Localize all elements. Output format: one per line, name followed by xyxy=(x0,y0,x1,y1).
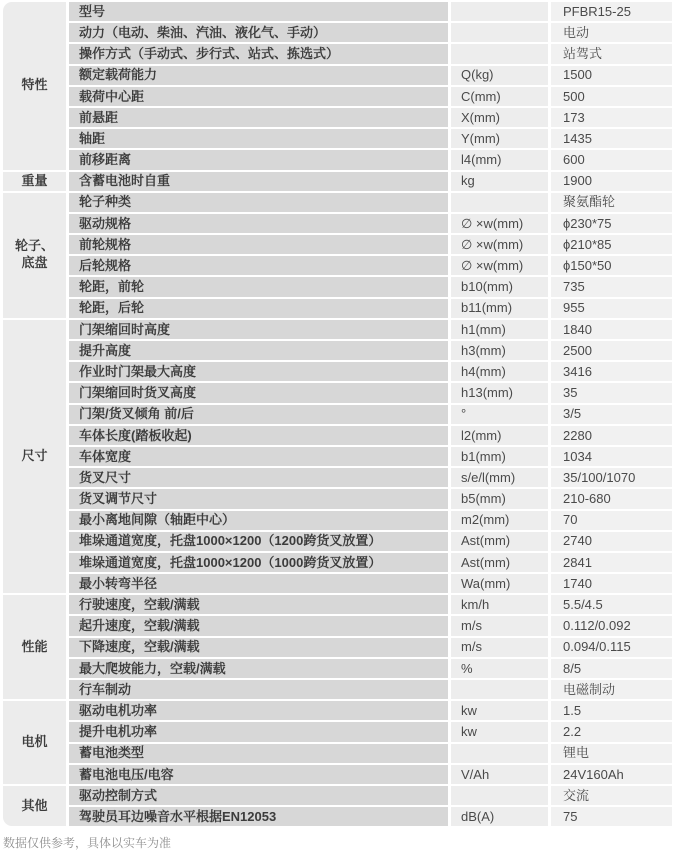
value-cell: 500 xyxy=(551,87,672,106)
unit-cell: h1(mm) xyxy=(451,320,548,339)
param-cell: 蓄电池电压/电容 xyxy=(69,765,448,784)
value-cell: 站驾式 xyxy=(551,44,672,63)
param-cell: 轮子种类 xyxy=(69,193,448,212)
value-cell: 75 xyxy=(551,807,672,826)
unit-cell xyxy=(451,786,548,805)
value-cell: 2841 xyxy=(551,553,672,572)
param-cell: 行车制动 xyxy=(69,680,448,699)
value-cell: 1500 xyxy=(551,66,672,85)
param-cell: 最大爬坡能力，空载/满载 xyxy=(69,659,448,678)
footer-note: 数据仅供参考，具体以实车为准 xyxy=(3,836,172,851)
table-row xyxy=(3,66,672,85)
value-cell: PFBR15-25 xyxy=(551,2,672,21)
unit-cell: s/e/l(mm) xyxy=(451,468,548,487)
table-row xyxy=(3,426,672,445)
param-cell: 轮距，前轮 xyxy=(69,277,448,296)
unit-cell: % xyxy=(451,659,548,678)
table-row xyxy=(3,744,672,763)
unit-cell: m/s xyxy=(451,616,548,635)
param-cell: 起升速度，空载/满载 xyxy=(69,616,448,635)
param-cell: 驱动电机功率 xyxy=(69,701,448,720)
value-cell: 2280 xyxy=(551,426,672,445)
unit-cell: kw xyxy=(451,722,548,741)
unit-cell: l4(mm) xyxy=(451,150,548,169)
category-cell: 性能 xyxy=(3,595,66,699)
param-cell: 驱动规格 xyxy=(69,214,448,233)
value-cell: 210-680 xyxy=(551,489,672,508)
table-row xyxy=(3,2,672,21)
unit-cell: Wa(mm) xyxy=(451,574,548,593)
table-row xyxy=(3,256,672,275)
table-row xyxy=(3,23,672,42)
table-row xyxy=(3,341,672,360)
table-row xyxy=(3,638,672,657)
value-cell: 2500 xyxy=(551,341,672,360)
param-cell: 蓄电池类型 xyxy=(69,744,448,763)
value-cell: 3416 xyxy=(551,362,672,381)
unit-cell: Q(kg) xyxy=(451,66,548,85)
param-cell: 提升电机功率 xyxy=(69,722,448,741)
param-cell: 动力（电动、柴油、汽油、液化气、手动） xyxy=(69,23,448,42)
value-cell: 173 xyxy=(551,108,672,127)
value-cell: 35 xyxy=(551,383,672,402)
param-cell: 车体宽度 xyxy=(69,447,448,466)
table-row xyxy=(3,722,672,741)
param-cell: 提升高度 xyxy=(69,341,448,360)
value-cell: 600 xyxy=(551,150,672,169)
param-cell: 最小离地间隙（轴距中心） xyxy=(69,511,448,530)
table-row xyxy=(3,786,672,805)
table-row xyxy=(3,574,672,593)
param-cell: 门架缩回时货叉高度 xyxy=(69,383,448,402)
value-cell: 2740 xyxy=(551,532,672,551)
value-cell: 735 xyxy=(551,277,672,296)
table-row xyxy=(3,532,672,551)
category-cell: 其他 xyxy=(3,786,66,826)
param-cell: 驱动控制方式 xyxy=(69,786,448,805)
unit-cell xyxy=(451,193,548,212)
param-cell: 作业时门架最大高度 xyxy=(69,362,448,381)
value-cell: 2.2 xyxy=(551,722,672,741)
value-cell: 1740 xyxy=(551,574,672,593)
param-cell: 型号 xyxy=(69,2,448,21)
table-row xyxy=(3,320,672,339)
param-cell: 后轮规格 xyxy=(69,256,448,275)
table-row xyxy=(3,595,672,614)
unit-cell: X(mm) xyxy=(451,108,548,127)
param-cell: 操作方式（手动式、步行式、站式、拣选式） xyxy=(69,44,448,63)
table-row xyxy=(3,44,672,63)
param-cell: 堆垛通道宽度，托盘1000×1200（1000跨货叉放置） xyxy=(69,553,448,572)
value-cell: 1900 xyxy=(551,172,672,191)
value-cell: 交流 xyxy=(551,786,672,805)
table-row xyxy=(3,447,672,466)
param-cell: 下降速度，空载/满载 xyxy=(69,638,448,657)
value-cell: 1034 xyxy=(551,447,672,466)
value-cell: 0.094/0.115 xyxy=(551,638,672,657)
param-cell: 货叉调节尺寸 xyxy=(69,489,448,508)
table-row xyxy=(3,701,672,720)
table-row xyxy=(3,765,672,784)
value-cell: 24V160Ah xyxy=(551,765,672,784)
param-cell: 载荷中心距 xyxy=(69,87,448,106)
value-cell: 0.112/0.092 xyxy=(551,616,672,635)
unit-cell: ∅ ×w(mm) xyxy=(451,214,548,233)
table-row xyxy=(3,616,672,635)
param-cell: 驾驶员耳边噪音水平根据EN12053 xyxy=(69,807,448,826)
category-cell: 轮子、底盘 xyxy=(3,193,66,318)
category-cell: 电机 xyxy=(3,701,66,784)
table-row xyxy=(3,129,672,148)
table-row xyxy=(3,680,672,699)
table-row xyxy=(3,108,672,127)
unit-cell: km/h xyxy=(451,595,548,614)
table-row xyxy=(3,277,672,296)
param-cell: 最小转弯半径 xyxy=(69,574,448,593)
table-row xyxy=(3,511,672,530)
unit-cell: b10(mm) xyxy=(451,277,548,296)
unit-cell xyxy=(451,2,548,21)
table-row xyxy=(3,489,672,508)
unit-cell xyxy=(451,23,548,42)
table-row xyxy=(3,362,672,381)
table-row xyxy=(3,235,672,254)
value-cell: 5.5/4.5 xyxy=(551,595,672,614)
param-cell: 前移距离 xyxy=(69,150,448,169)
table-row xyxy=(3,150,672,169)
unit-cell: l2(mm) xyxy=(451,426,548,445)
table-row xyxy=(3,468,672,487)
param-cell: 轴距 xyxy=(69,129,448,148)
param-cell: 轮距，后轮 xyxy=(69,299,448,318)
unit-cell: kw xyxy=(451,701,548,720)
unit-cell: ∅ ×w(mm) xyxy=(451,256,548,275)
param-cell: 门架缩回时高度 xyxy=(69,320,448,339)
category-cell: 特性 xyxy=(3,2,66,170)
table-row xyxy=(3,383,672,402)
param-cell: 前悬距 xyxy=(69,108,448,127)
unit-cell: dB(A) xyxy=(451,807,548,826)
param-cell: 行驶速度，空载/满载 xyxy=(69,595,448,614)
category-cell: 尺寸 xyxy=(3,320,66,593)
unit-cell: V/Ah xyxy=(451,765,548,784)
category-cell: 重量 xyxy=(3,172,66,191)
table-row xyxy=(3,659,672,678)
unit-cell: Ast(mm) xyxy=(451,532,548,551)
unit-cell: Ast(mm) xyxy=(451,553,548,572)
value-cell: ϕ150*50 xyxy=(551,256,672,275)
value-cell: 3/5 xyxy=(551,405,672,424)
param-cell: 门架/货叉倾角 前/后 xyxy=(69,405,448,424)
value-cell: 1840 xyxy=(551,320,672,339)
param-cell: 含蓄电池时自重 xyxy=(69,172,448,191)
unit-cell: b11(mm) xyxy=(451,299,548,318)
param-cell: 堆垛通道宽度，托盘1000×1200（1200跨货叉放置） xyxy=(69,532,448,551)
table-row xyxy=(3,193,672,212)
unit-cell: h13(mm) xyxy=(451,383,548,402)
unit-cell: m/s xyxy=(451,638,548,657)
table-row xyxy=(3,172,672,191)
value-cell: 70 xyxy=(551,511,672,530)
unit-cell: kg xyxy=(451,172,548,191)
value-cell: 电动 xyxy=(551,23,672,42)
table-row xyxy=(3,405,672,424)
unit-cell xyxy=(451,744,548,763)
table-row xyxy=(3,553,672,572)
param-cell: 额定载荷能力 xyxy=(69,66,448,85)
value-cell: 聚氨酯轮 xyxy=(551,193,672,212)
unit-cell: C(mm) xyxy=(451,87,548,106)
value-cell: 锂电 xyxy=(551,744,672,763)
value-cell: 1.5 xyxy=(551,701,672,720)
unit-cell xyxy=(451,680,548,699)
value-cell: 35/100/1070 xyxy=(551,468,672,487)
value-cell: ϕ230*75 xyxy=(551,214,672,233)
value-cell: 8/5 xyxy=(551,659,672,678)
unit-cell xyxy=(451,44,548,63)
unit-cell: b1(mm) xyxy=(451,447,548,466)
unit-cell: h4(mm) xyxy=(451,362,548,381)
value-cell: 电磁制动 xyxy=(551,680,672,699)
value-cell: 1435 xyxy=(551,129,672,148)
unit-cell: ° xyxy=(451,405,548,424)
spec-table-body xyxy=(3,2,672,826)
unit-cell: m2(mm) xyxy=(451,511,548,530)
unit-cell: b5(mm) xyxy=(451,489,548,508)
unit-cell: Y(mm) xyxy=(451,129,548,148)
param-cell: 车体长度(踏板收起) xyxy=(69,426,448,445)
table-row xyxy=(3,807,672,826)
param-cell: 前轮规格 xyxy=(69,235,448,254)
table-row xyxy=(3,87,672,106)
unit-cell: h3(mm) xyxy=(451,341,548,360)
table-row xyxy=(3,214,672,233)
param-cell: 货叉尺寸 xyxy=(69,468,448,487)
value-cell: 955 xyxy=(551,299,672,318)
table-row xyxy=(3,299,672,318)
value-cell: ϕ210*85 xyxy=(551,235,672,254)
unit-cell: ∅ ×w(mm) xyxy=(451,235,548,254)
